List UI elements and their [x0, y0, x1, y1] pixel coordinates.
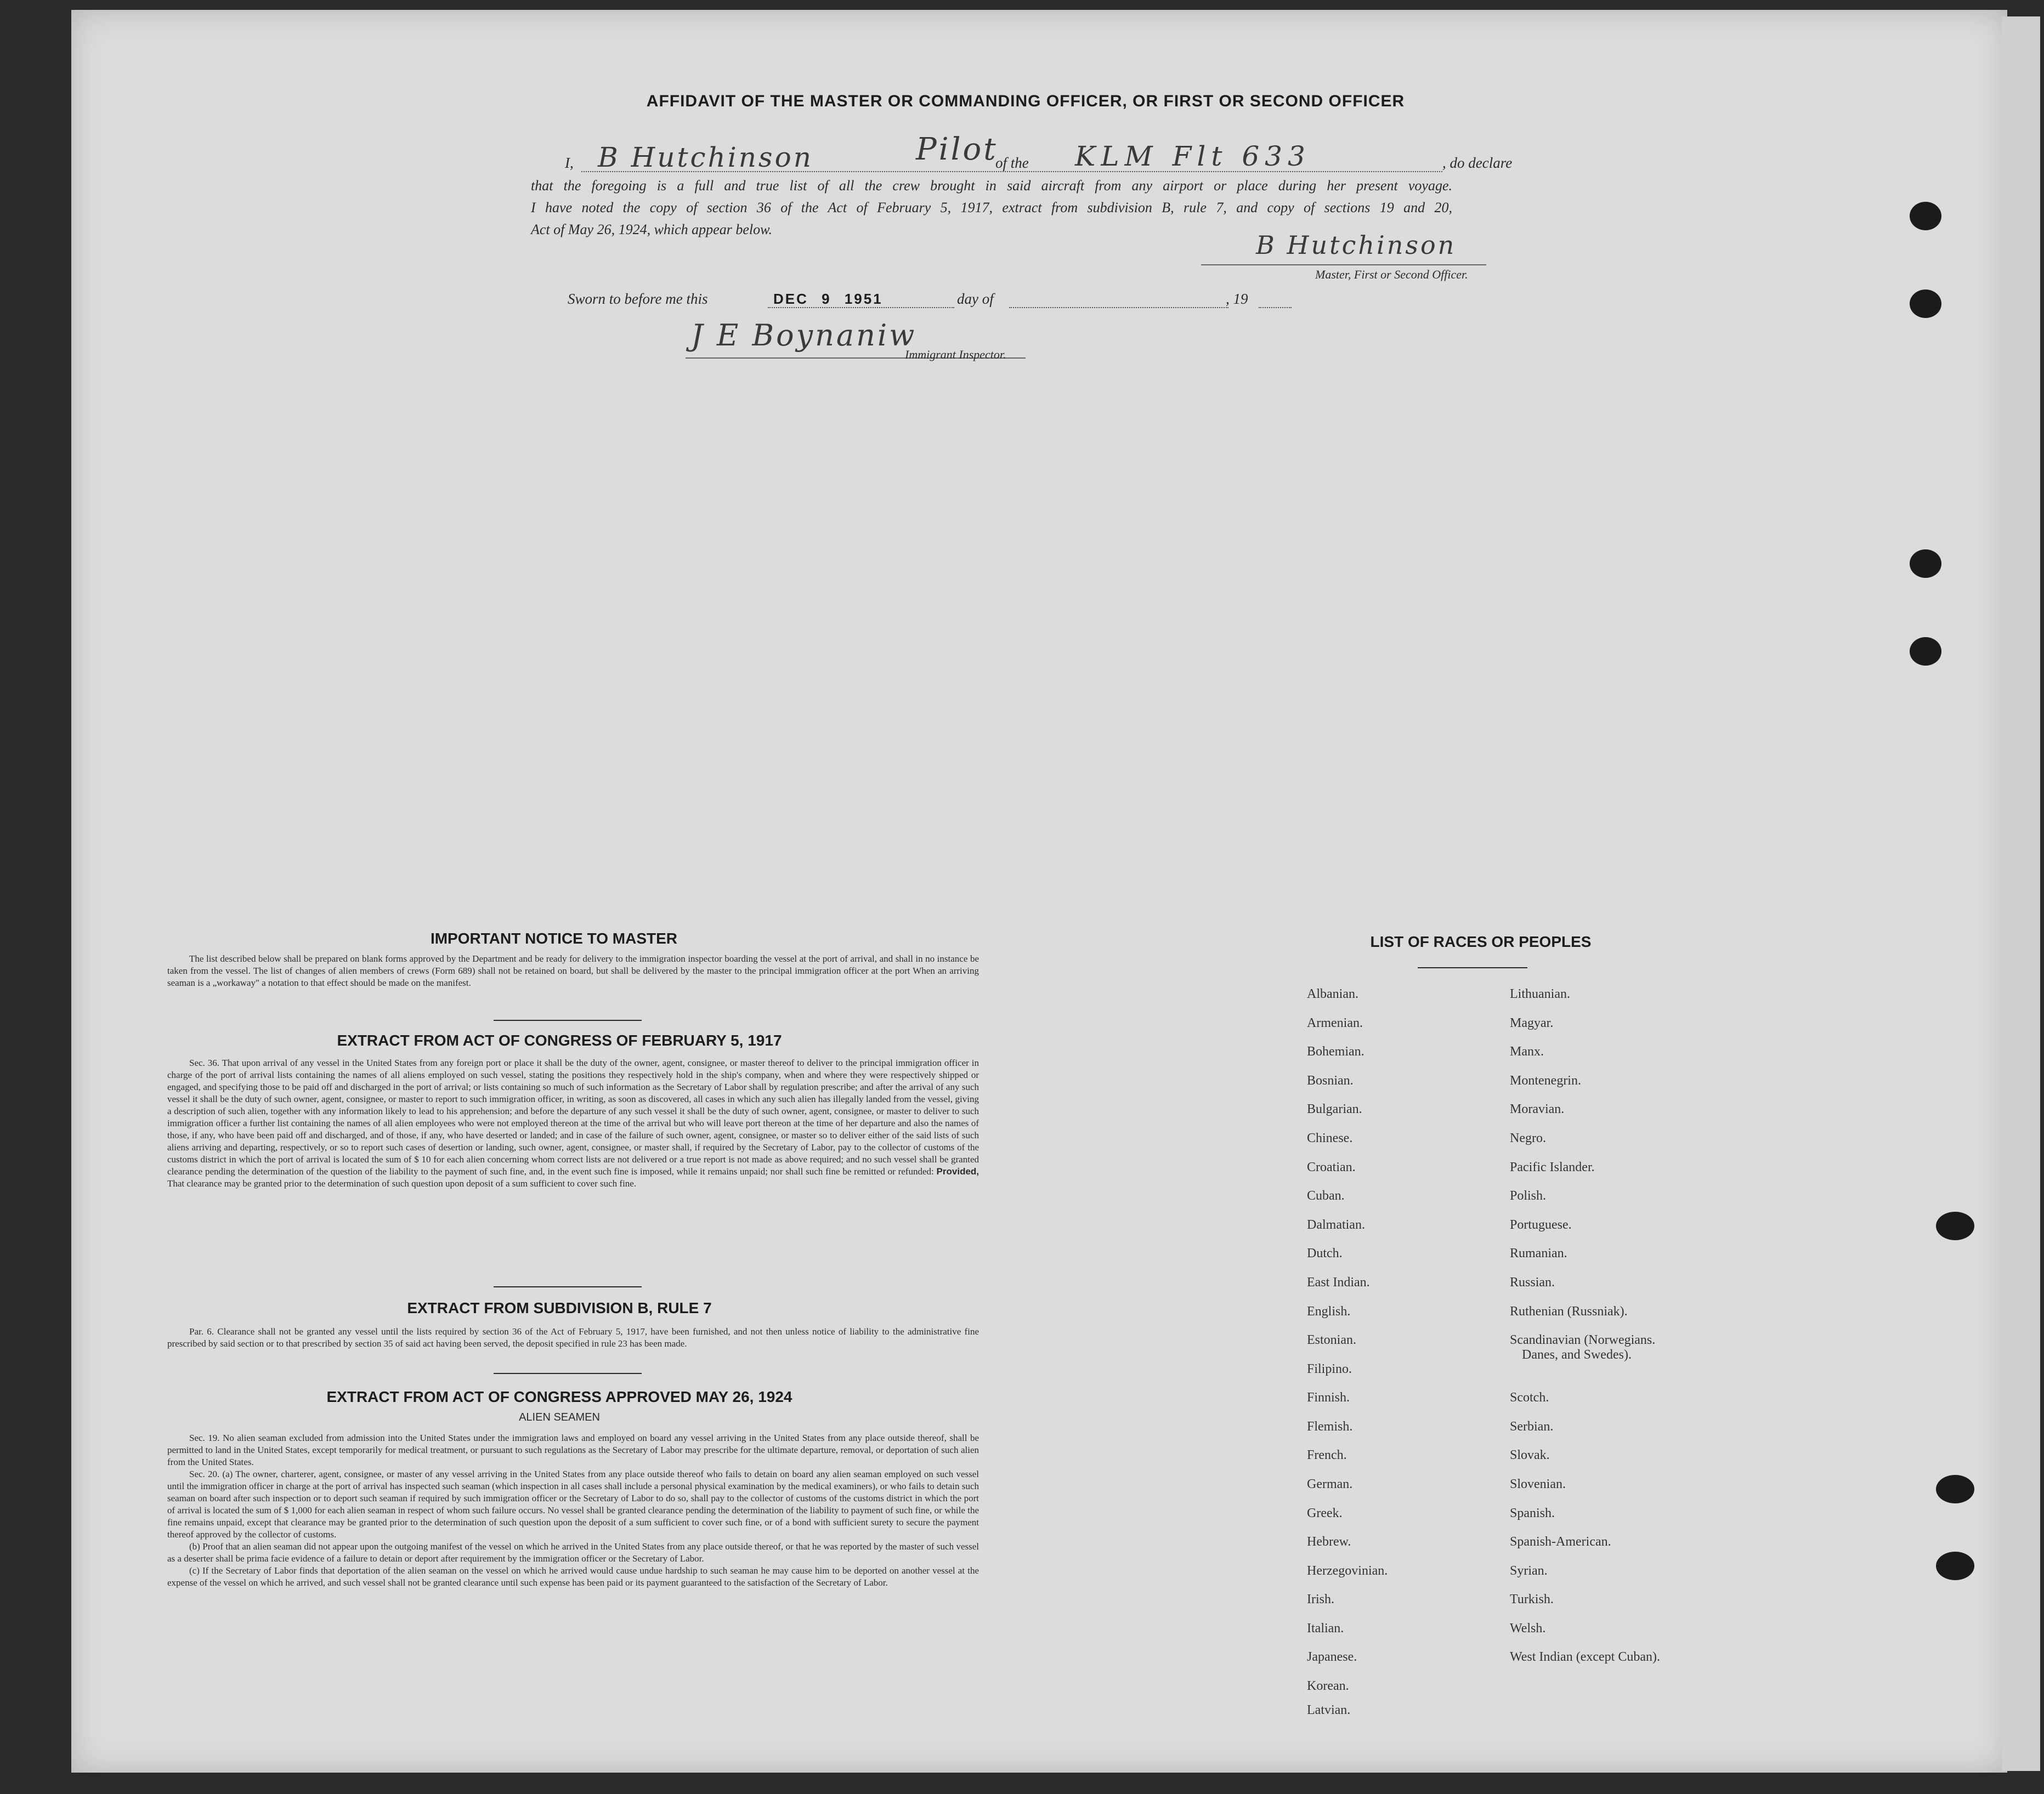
race-item: Finnish.	[1307, 1390, 1350, 1405]
race-item: Spanish-American.	[1510, 1535, 1611, 1549]
rule7-title: EXTRACT FROM SUBDIVISION B, RULE 7	[407, 1299, 712, 1316]
race-item: Irish.	[1307, 1592, 1334, 1606]
sec36-text-tail: That clearance may be granted prior to the determination of such question upon deposit of a sum sufficient to cover such fine.	[167, 1178, 637, 1189]
race-item: Turkish.	[1510, 1592, 1554, 1606]
sec20b-paragraph: (b) Proof that an alien seaman did not appear upon the outgoing manifest of the vessel on which he arrived in the United States from any place outside thereof, or that he was reported by the master of such vessel as a deserter shall be prima facie evidence of a failure to detain or deport after requirement by the immigration officer or the Secretary of Labor.	[167, 1541, 979, 1564]
section-divider	[494, 1020, 642, 1021]
race-item: Negro.	[1510, 1131, 1546, 1145]
races-title: LIST OF RACES OR PEOPLES	[1370, 933, 1592, 950]
race-item: Scandinavian (Norwegians.	[1510, 1333, 1656, 1347]
race-item: Croatian.	[1307, 1160, 1356, 1174]
race-item: Syrian.	[1510, 1564, 1548, 1578]
race-item: Flemish.	[1307, 1420, 1353, 1434]
race-item: Magyar.	[1510, 1016, 1554, 1030]
do-declare-label: , do declare	[1442, 155, 1513, 171]
race-item: Herzegovinian.	[1307, 1564, 1388, 1578]
date-blank-line	[768, 307, 954, 308]
race-item: Slovenian.	[1510, 1477, 1566, 1491]
handwritten-name: B Hutchinson	[598, 141, 813, 173]
rule7-text	[167, 1326, 979, 1350]
race-item: Ruthenian (Russniak).	[1510, 1304, 1628, 1319]
race-item: Slovak.	[1510, 1448, 1550, 1462]
race-item: Japanese.	[1307, 1650, 1357, 1664]
race-item: Cuban.	[1307, 1189, 1345, 1203]
punch-hole	[1936, 1212, 1974, 1240]
sworn-label: Sworn to before me this	[568, 291, 708, 307]
race-item: Dutch.	[1307, 1246, 1343, 1261]
race-item: French.	[1307, 1448, 1347, 1462]
race-item: Polish.	[1510, 1189, 1547, 1203]
year-prefix: , 19	[1226, 291, 1248, 307]
master-label: Master, First or Second Officer.	[1315, 268, 1468, 281]
race-item: Manx.	[1510, 1044, 1544, 1059]
handwritten-rank: Pilot	[916, 132, 998, 167]
race-item: Italian.	[1307, 1621, 1344, 1636]
race-item: German.	[1307, 1477, 1353, 1491]
master-signature: B Hutchinson	[1256, 230, 1457, 260]
extract-1924-text	[167, 1432, 979, 1589]
extract-1924-title: EXTRACT FROM ACT OF CONGRESS APPROVED MAY 26, 1924	[326, 1388, 792, 1405]
race-item: Bosnian.	[1307, 1074, 1354, 1088]
extract-1917-title: EXTRACT FROM ACT OF CONGRESS OF FEBRUARY 5, 1917	[337, 1032, 782, 1049]
provided-label: Provided,	[936, 1166, 979, 1177]
inspector-signature: J E Boynaniw	[691, 318, 917, 353]
alien-seamen-subtitle: ALIEN SEAMEN	[519, 1411, 600, 1423]
sec36-text: Sec. 36. That upon arrival of any vessel in the United States from any foreign port or place it shall be the duty of the owner, agent, consignee, or master thereof to deliver to the principal immigration officer in charge of the port of arrival lists containing the names of all aliens employed on such vessel, stating the positions they respectively hold in the ship's company, when and where they were respectively shipped or engaged, and specifying those to be paid off and discharged in the port of arrival; or lists containing so much of such information as the Secretary of Labor shall by regulation prescribe; and after the arrival of any such vessel it shall be the duty of such owner, agent, consignee, or master to report to such immigration officer, in writing, as soon as discovered, all cases in which any such alien has illegally landed from the vessel, giving a description of such alien, together with any information likely to lead to his apprehension; and before the departure of any such vessel it shall be the duty of such owner, agent, consignee, or master to deliver to such immigration officer a further list containing the names of all alien employees who were not employed thereon at the time of the arrival but who will leave port thereon at the time of her departure and also the names of those, if any, who have been paid off and discharged, and of those, if any, who have deserted or landed; and in case of the failure of such owner, agent, consignee, or master so to deliver either of the said lists of such aliens arriving and departing, respectively, or so to report such cases of desertion or landing, such owner, agent, consignee, or master shall, if required by the Secretary of Labor, pay to the collector of customs of the customs district in which the port of arrival is located the sum of $ 10 for each alien concerning whom correct lists are not delivered or a true report is not made as above required; and no such vessel shall be granted clearance pending the determination of the question of the liability to the payment of such fine, and, in the event such fine is imposed, while it remains unpaid; nor shall such fine be remitted or refunded:	[167, 1058, 979, 1177]
date-stamp: DEC 9 1951	[773, 291, 883, 307]
year-blank-line	[1259, 307, 1292, 308]
punch-hole	[1910, 637, 1941, 666]
sec20c-paragraph: (c) If the Secretary of Labor finds that deportation of the alien seaman on the vessel on which he arrived would cause undue hardship to such seaman he may cause him to be deported on another vessel at the expense of the vessel on which he arrived, and such vessel shall not be granted clearance until such expense has been paid or its payment guaranteed to the satisfaction of the Secretary of Labor.	[167, 1565, 979, 1588]
punch-hole	[1936, 1475, 1974, 1503]
page-edge	[2002, 16, 2040, 1771]
race-item: Serbian.	[1510, 1420, 1554, 1434]
affidavit-line3: I have noted the copy of section 36 of the Act of February 5, 1917, extract from subdivision B, rule 7, and copy of sections 19 and 20,	[531, 200, 1452, 215]
of-the-label: of the	[995, 155, 1029, 171]
month-blank-line	[1009, 307, 1228, 308]
race-item: Lithuanian.	[1510, 987, 1570, 1001]
race-item: Albanian.	[1307, 987, 1358, 1001]
race-item: Welsh.	[1510, 1621, 1546, 1636]
race-item: Pacific Islander.	[1510, 1160, 1595, 1174]
affidavit-line4: Act of May 26, 1924, which appear below.	[531, 222, 773, 237]
race-item: Latvian.	[1307, 1703, 1351, 1717]
section-divider	[494, 1373, 642, 1374]
notice-paragraph: The list described below shall be prepared on blank forms approved by the Department and be ready for delivery to the immigration inspector boarding the vessel at the port of arrival, and shall in no instance be taken from the vessel. The list of changes of alien members of crews (Form 689) shall not be retained on board, but shall be delivered by the master to the principal immigration officer at the port When an arriving seaman is a „workaway" a notation to that effect should be made on the manifest.	[167, 953, 979, 988]
race-item: English.	[1307, 1304, 1351, 1319]
race-item: Korean.	[1307, 1679, 1349, 1693]
race-item: Portuguese.	[1510, 1218, 1572, 1232]
sec19-paragraph: Sec. 19. No alien seaman excluded from admission into the United States under the immigration laws and employed on board any vessel arriving in the United States from any place outside thereof, shall be permitted to land in the United States, except temporarily for medical treatment, or pursuant to such regulations as the Secretary of Labor may prescribe for the ultimate departure, removal, or deportation of such alien from the United States.	[167, 1433, 979, 1467]
punch-hole	[1910, 549, 1941, 578]
race-item: Greek.	[1307, 1506, 1343, 1520]
race-item: Russian.	[1510, 1275, 1555, 1290]
affidavit-heading: AFFIDAVIT OF THE MASTER OR COMMANDING OFFICER, OR FIRST OR SECOND OFFICER	[646, 92, 1405, 110]
race-item: Scotch.	[1510, 1390, 1549, 1405]
race-item: Dalmatian.	[1307, 1218, 1365, 1232]
race-item: Moravian.	[1510, 1102, 1565, 1116]
race-item: Montenegrin.	[1510, 1074, 1581, 1088]
race-item: Rumanian.	[1510, 1246, 1567, 1261]
day-of-label: day of	[957, 291, 994, 307]
race-item: Bulgarian.	[1307, 1102, 1362, 1116]
inspector-label: Immigrant Inspector.	[905, 348, 1006, 361]
race-item: Spanish.	[1510, 1506, 1555, 1520]
race-item: West Indian (except Cuban).	[1510, 1650, 1660, 1664]
sec20a-paragraph: Sec. 20. (a) The owner, charterer, agent, consignee, or master of any vessel arriving in the United States from any place outside thereof who fails to detain on board any alien seaman employed on such vessel until the immigration officer in charge at the port of arrival has inspected such seaman (which inspection in all cases shall include a personal physical examination by the medical examiners), or who fails to detain such seaman on board after such inspection or to deport such seaman if required by such immigration officer or the Secretary of Labor to do so, shall pay to the collector of customs of the customs district in which the port of arrival is located the sum of $ 1,000 for each alien seaman in respect of whom such failure occurs. No vessel shall be granted clearance pending the determination of the liability to payment of such fine, or while the fine remains unpaid, except that clearance may be granted prior to the determination of such question upon the deposit of a sum sufficient to cover such fine, or of a bond with sufficient surety to secure the payment thereof approved by the collector of customs.	[167, 1469, 979, 1540]
race-item: Chinese.	[1307, 1131, 1353, 1145]
extract-1917-text	[167, 1057, 979, 1190]
notice-title: IMPORTANT NOTICE TO MASTER	[430, 930, 678, 947]
affidavit-line2: that the foregoing is a full and true list of all the crew brought in said aircraft from any airport or place during her present voyage.	[531, 178, 1452, 194]
handwritten-vessel: KLM Flt 633	[1075, 140, 1311, 172]
race-item: Estonian.	[1307, 1333, 1356, 1347]
race-item: Filipino.	[1307, 1362, 1352, 1376]
races-title-underline	[1418, 967, 1527, 968]
affidavit-line1-pre: I,	[565, 155, 574, 171]
rule7-paragraph: Par. 6. Clearance shall not be granted any vessel until the lists required by section 36 of the Act of February 5, 1917, have been furnished, and not then unless notice of liability to the administrative fine prescribed by said section or to that prescribed by section 35 of said act having been served, the deposit specified in rule 23 has been made.	[167, 1326, 979, 1349]
punch-hole	[1910, 289, 1941, 318]
extract-1917-paragraph	[167, 1057, 979, 1190]
race-item: Hebrew.	[1307, 1535, 1351, 1549]
punch-hole	[1936, 1552, 1974, 1580]
race-item: Bohemian.	[1307, 1044, 1364, 1059]
race-item: Danes, and Swedes).	[1522, 1348, 1632, 1362]
section-divider	[494, 1286, 642, 1287]
notice-text	[167, 953, 979, 989]
master-signature-line	[1201, 264, 1486, 265]
punch-hole	[1910, 202, 1941, 230]
race-item: East Indian.	[1307, 1275, 1370, 1290]
race-item: Armenian.	[1307, 1016, 1363, 1030]
